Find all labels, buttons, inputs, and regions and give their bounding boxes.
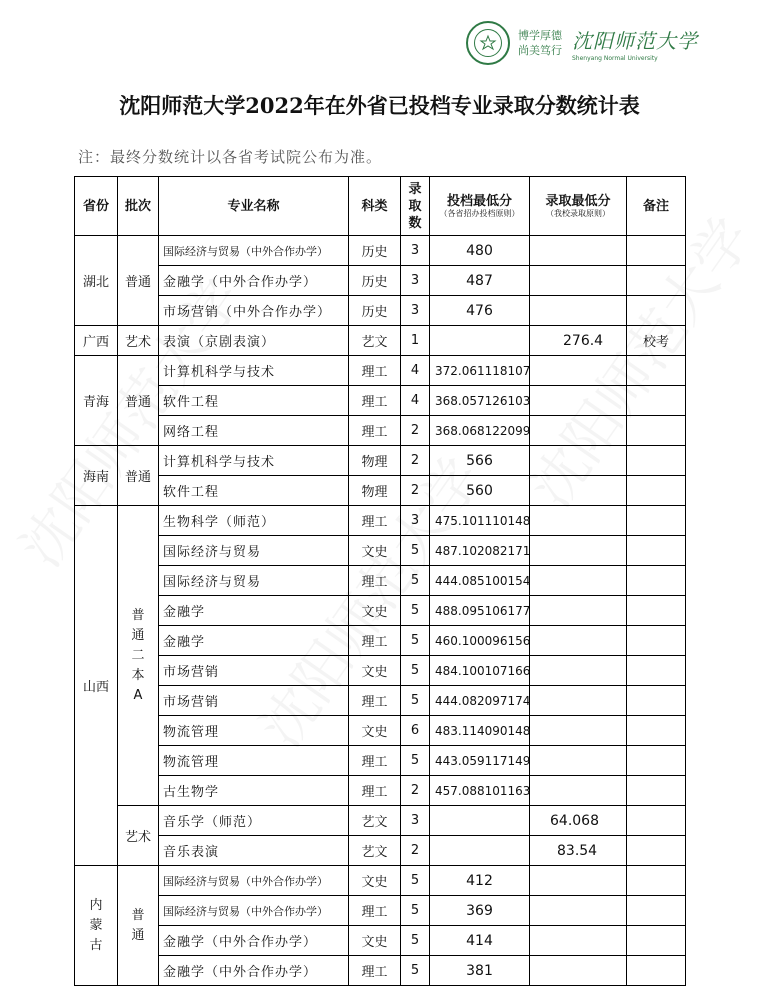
header-min-filing: 投档最低分 （各省招办投档原则） — [430, 177, 530, 236]
table-row: 国际经济与贸易 理工 5 444.085100154 — [75, 566, 686, 596]
university-logo — [466, 18, 698, 68]
table-row: 国际经济与贸易（中外合作办学） 理工 5 369 — [75, 896, 686, 926]
province-cell: 海南 — [75, 446, 118, 506]
table-row: 音乐表演 艺文 2 83.54 — [75, 836, 686, 866]
table-row: 艺术 音乐学（师范） 艺文 3 64.068 — [75, 806, 686, 836]
table-row: 海南 普通 计算机科学与技术 物理 2 566 — [75, 446, 686, 476]
province-cell: 湖北 — [75, 236, 118, 326]
header-remarks: 备注 — [627, 177, 686, 236]
province-cell: 山西 — [75, 506, 118, 866]
header-batch: 批次 — [118, 177, 159, 236]
batch-cell: 普通 — [118, 446, 159, 506]
admission-score-table — [74, 176, 686, 986]
table-row: 物流管理 理工 5 443.059117149 — [75, 746, 686, 776]
batch-cell: 艺术 — [118, 806, 159, 866]
header-enroll-count: 录 取 数 — [401, 177, 430, 236]
table-row: 青海 普通 计算机科学与技术 理工 4 372.061118107 — [75, 356, 686, 386]
batch-cell: 普通 — [118, 236, 159, 326]
batch-cell: 普 通 — [118, 866, 159, 986]
province-cell: 青海 — [75, 356, 118, 446]
table-row: 物流管理 文史 6 483.114090148 — [75, 716, 686, 746]
table-row: 市场营销（中外合作办学） 历史 3 476 — [75, 296, 686, 326]
header-min-admit: 录取最低分 （我校录取原则） — [530, 177, 627, 236]
province-cell: 内 蒙 古 — [75, 866, 118, 986]
table-row: 金融学 文史 5 488.095106177 — [75, 596, 686, 626]
university-motto: 博学厚德 尚美笃行 — [518, 29, 562, 57]
table-row: 国际经济与贸易 文史 5 487.102082171 — [75, 536, 686, 566]
table-row: 广西 艺术 表演（京剧表演） 艺文 1 276.4 校考 — [75, 326, 686, 356]
table-row: 金融学（中外合作办学） 理工 5 381 — [75, 956, 686, 986]
table-row: 金融学（中外合作办学） 文史 5 414 — [75, 926, 686, 956]
table-row: 金融学 理工 5 460.100096156 — [75, 626, 686, 656]
batch-cell: 艺术 — [118, 326, 159, 356]
province-cell: 广西 — [75, 326, 118, 356]
university-name — [572, 25, 698, 62]
batch-cell: 普 通 二 本 A — [118, 506, 159, 806]
header-subject: 科类 — [349, 177, 401, 236]
table-row: 网络工程 理工 2 368.068122099 — [75, 416, 686, 446]
header-major: 专业名称 — [159, 177, 349, 236]
batch-cell: 普通 — [118, 356, 159, 446]
header-province: 省份 — [75, 177, 118, 236]
table-row: 市场营销 理工 5 444.082097174 — [75, 686, 686, 716]
university-name-cn: 沈阳师范大学 — [572, 28, 698, 53]
table-row: 湖北 普通 国际经济与贸易（中外合作办学） 历史 3 480 — [75, 236, 686, 266]
table-row: 软件工程 理工 4 368.057126103 — [75, 386, 686, 416]
page-title: 沈阳师范大学2022年在外省已投档专业录取分数统计表 — [119, 93, 640, 118]
table-row: 软件工程 物理 2 560 — [75, 476, 686, 506]
table-row: 市场营销 文史 5 484.100107166 — [75, 656, 686, 686]
table-row: 山西 普 通 二 本 A 生物科学（师范） 理工 3 475.101110148 — [75, 506, 686, 536]
university-name-en: Shenyang Normal University — [572, 54, 658, 62]
university-seal-icon — [466, 21, 510, 65]
note-text: 注：最终分数统计以各省考试院公布为准。 — [78, 148, 383, 166]
table-row: 金融学（中外合作办学） 历史 3 487 — [75, 266, 686, 296]
table-row: 古生物学 理工 2 457.088101163 — [75, 776, 686, 806]
table-row: 内 蒙 古 普 通 国际经济与贸易（中外合作办学） 文史 5 412 — [75, 866, 686, 896]
